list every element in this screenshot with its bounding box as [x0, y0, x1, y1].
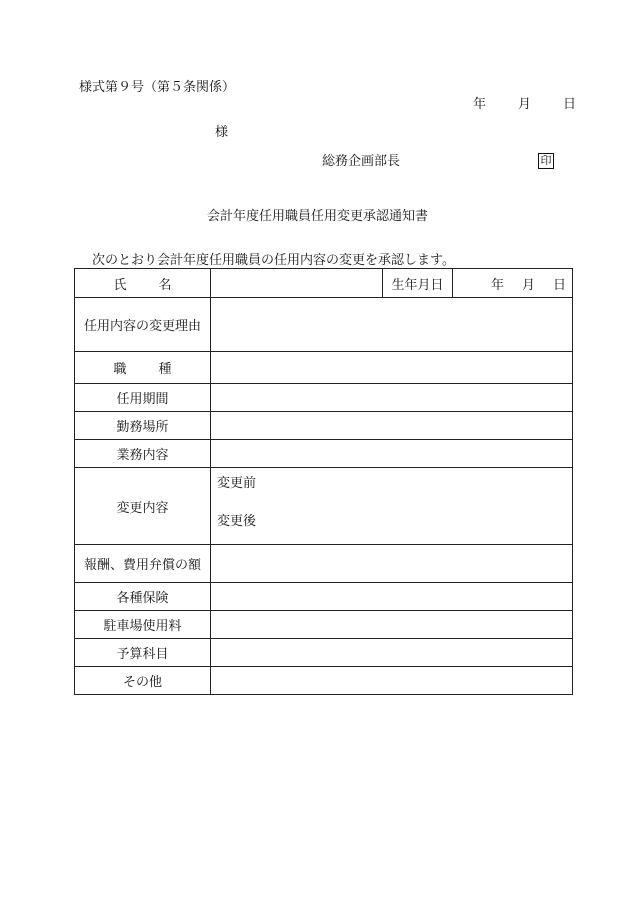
after-label: 変更後	[217, 514, 257, 529]
birth-label: 生年月日	[383, 269, 453, 298]
document-title: 会計年度任用職員任用変更承認通知書	[207, 209, 429, 224]
period-cell[interactable]	[211, 384, 573, 412]
other-cell[interactable]	[211, 667, 573, 695]
date-day: 日	[563, 97, 577, 112]
job-type-cell[interactable]	[211, 352, 573, 384]
change-approval-table	[74, 268, 573, 695]
period-label: 任用期間	[75, 384, 211, 412]
name-label	[75, 269, 211, 298]
change-content-cell[interactable]	[211, 468, 573, 545]
table-row-job-type	[75, 352, 573, 384]
date-year: 年	[473, 97, 487, 112]
table-row-insurance	[75, 583, 573, 611]
birth-day-label: 日	[552, 277, 566, 293]
table-row-parking	[75, 611, 573, 639]
table-row-duties	[75, 440, 573, 468]
seal-mark: 印	[538, 153, 554, 169]
addressee-suffix: 様	[215, 125, 229, 140]
table-row-workplace	[75, 412, 573, 440]
other-label: その他	[75, 667, 211, 695]
table-row-change-reason	[75, 298, 573, 352]
job-type-label	[75, 352, 211, 384]
table-row-budget	[75, 639, 573, 667]
budget-cell[interactable]	[211, 639, 573, 667]
workplace-label: 勤務場所	[75, 412, 211, 440]
sender-title: 総務企画部長	[322, 154, 401, 169]
birth-value-cell[interactable]	[453, 269, 573, 298]
change-content-label: 変更内容	[75, 468, 211, 545]
intro-text: 次のとおり会計年度任用職員の任用内容の変更を承認します。	[92, 253, 455, 268]
job-type-label-2: 種	[158, 362, 172, 377]
table-row-change-content	[75, 468, 573, 545]
name-label-1: 氏	[113, 277, 127, 293]
change-reason-label: 任用内容の変更理由	[75, 298, 211, 352]
table-row-name	[75, 269, 573, 298]
name-label-2: 名	[158, 277, 172, 293]
duties-label: 業務内容	[75, 440, 211, 468]
before-label: 変更前	[217, 476, 257, 491]
duties-cell[interactable]	[211, 440, 573, 468]
birth-year-label: 年	[490, 277, 504, 293]
pay-cell[interactable]	[211, 545, 573, 583]
job-type-label-1: 職	[113, 362, 127, 377]
parking-label: 駐車場使用料	[75, 611, 211, 639]
change-reason-cell[interactable]	[211, 298, 573, 352]
table-row-period	[75, 384, 573, 412]
workplace-cell[interactable]	[211, 412, 573, 440]
insurance-cell[interactable]	[211, 583, 573, 611]
table-row-other	[75, 667, 573, 695]
parking-cell[interactable]	[211, 611, 573, 639]
table-row-pay	[75, 545, 573, 583]
insurance-label: 各種保険	[75, 583, 211, 611]
date-month: 月	[518, 97, 532, 112]
issue-date	[473, 98, 576, 111]
pay-label: 報酬、費用弁償の額	[75, 545, 211, 583]
budget-label: 予算科目	[75, 639, 211, 667]
birth-month-label: 月	[521, 277, 535, 293]
form-number: 様式第９号（第５条関係）	[79, 80, 236, 95]
name-value-cell[interactable]	[211, 269, 383, 298]
